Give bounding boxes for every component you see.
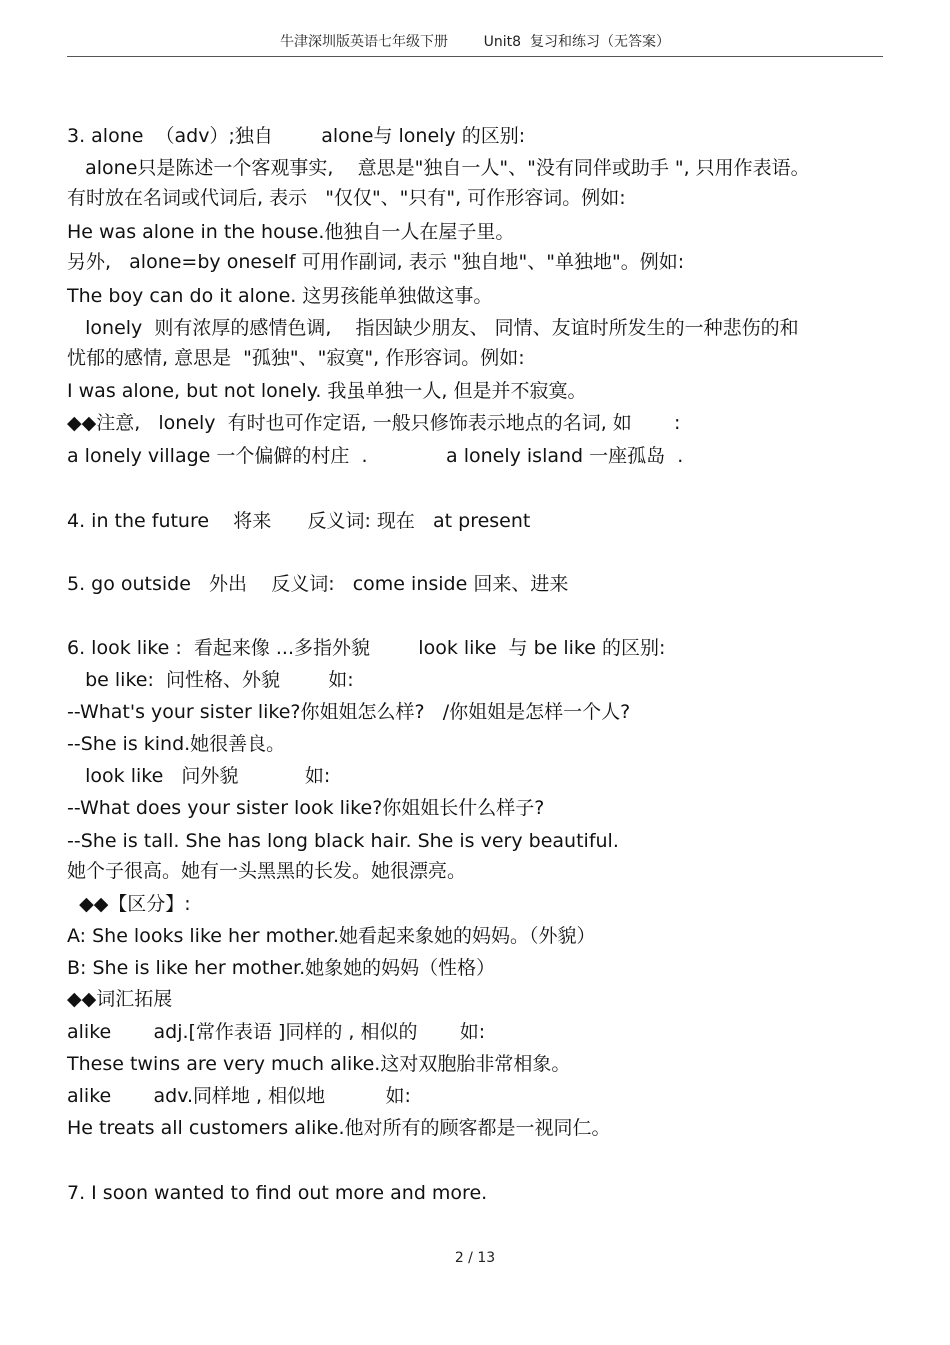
text-line: --What's your sister like?你姐姐怎么样? /你姐姐是怎样一个人? [67, 701, 631, 723]
text-line: look like 问外貌 如: [67, 765, 331, 787]
text-line: 6. look like : 看起来像 ...多指外貌 look like 与 be like 的区别: [67, 637, 666, 659]
text-line: alone只是陈述一个客观事实, 意思是"独自一人"、"没有同伴或助手 ", 只用作表语。 [67, 157, 810, 179]
text-line: These twins are very much alike.这对双胞胎非常相象。 [67, 1053, 571, 1075]
header-title: 牛津深圳版英语七年级下册 [280, 34, 449, 50]
text-line: 3. alone （adv）;独自 alone与 lonely 的区别: [67, 125, 526, 147]
text-line: ◆◆词汇拓展 [67, 988, 173, 1010]
text-line: 另外, alone=by oneself 可用作副词, 表示 "独自地"、"单独地"。例如: [67, 251, 685, 273]
text-line: He treats all customers alike.他对所有的顾客都是一视同仁。 [67, 1117, 611, 1139]
text-line: a lonely village 一个偏僻的村庄 . a lonely island 一座孤岛 . [67, 445, 684, 467]
text-line: 忧郁的感情, 意思是 "孤独"、"寂寞", 作形容词。例如: [67, 347, 525, 369]
text-line: alike adv.同样地 , 相似地 如: [67, 1085, 411, 1107]
text-line: lonely 则有浓厚的感情色调, 指因缺少朋友、 同情、友谊时所发生的一种悲伤的和 [67, 317, 799, 339]
text-line: --She is kind.她很善良。 [67, 733, 286, 755]
header-unit: Unit8 复习和练习（无答案） [483, 34, 670, 50]
text-line: 有时放在名词或代词后, 表示 "仅仅"、"只有", 可作形容词。例如: [67, 187, 626, 209]
text-line: A: She looks like her mother.她看起来象她的妈妈。（外貌） [67, 925, 596, 947]
text-line: 她个子很高。她有一头黑黑的长发。她很漂亮。 [67, 860, 467, 882]
text-line: I was alone, but not lonely. 我虽单独一人, 但是并不寂寞。 [67, 380, 587, 402]
text-line: 4. in the future 将来 反义词: 现在 at present [67, 510, 531, 532]
text-line: 5. go outside 外出 反义词: come inside 回来、进来 [67, 573, 569, 595]
text-line: 7. I soon wanted to find out more and more. [67, 1182, 488, 1204]
text-line: B: She is like her mother.她象她的妈妈（性格） [67, 957, 496, 979]
page-number: 2 / 13 [454, 1250, 496, 1266]
text-line: alike adj.[常作表语 ]同样的 , 相似的 如: [67, 1021, 486, 1043]
text-line: be like: 问性格、外貌 如: [67, 669, 354, 691]
text-line: ◆◆【区分】: [67, 893, 191, 915]
text-line: --She is tall. She has long black hair. She is very beautiful. [67, 830, 619, 852]
page-header [67, 30, 883, 57]
text-line: The boy can do it alone. 这男孩能单独做这事。 [67, 285, 493, 307]
text-line: --What does your sister look like?你姐姐长什么样子? [67, 797, 545, 819]
text-line: He was alone in the house.他独自一人在屋子里。 [67, 221, 515, 243]
text-line: ◆◆注意, lonely 有时也可作定语, 一般只修饰表示地点的名词, 如 : [67, 412, 681, 434]
